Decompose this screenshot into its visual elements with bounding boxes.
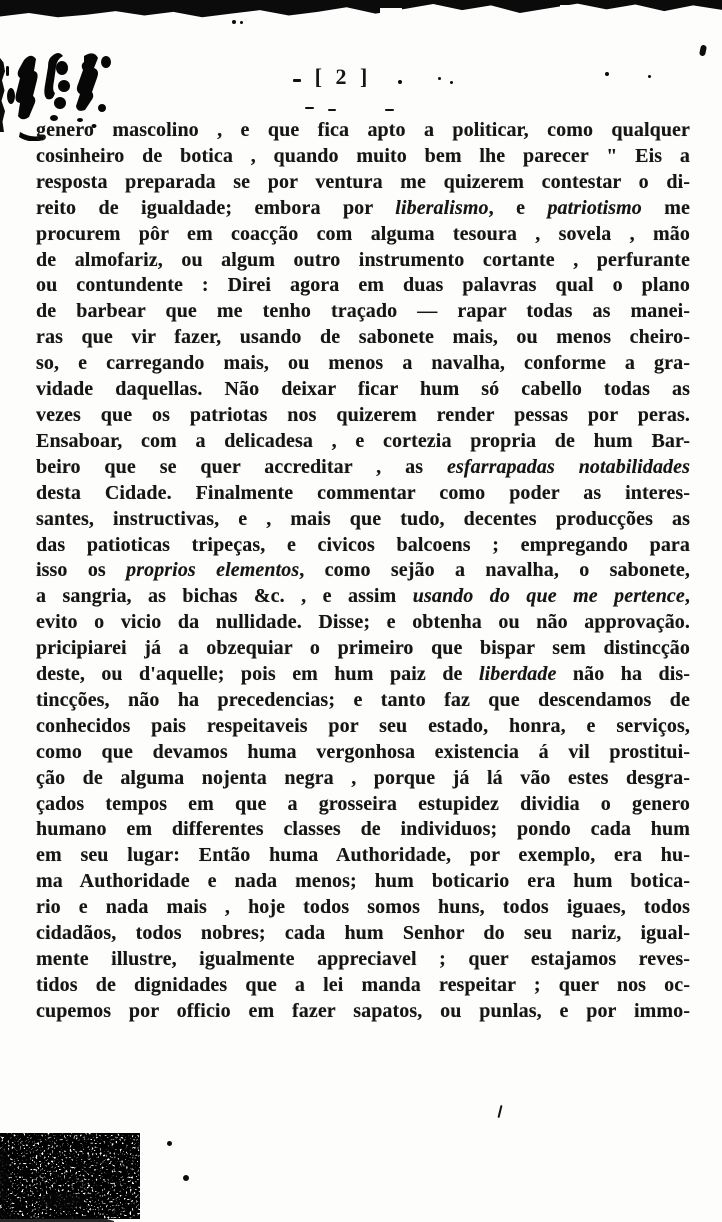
text-line: çados tempos em que a grosseira estupidez dividia o genero [36,792,690,815]
text-line: ou contundente : Direi agora em duas palavras qual o plano [36,274,690,297]
text-line: pricipiarei já a obzequiar o primeiro que bispar sem distincção [36,637,690,660]
ink-speck [648,75,651,78]
ink-speck [293,79,301,82]
ink-speck [385,109,394,111]
scan-edge-band [0,0,722,18]
text-line: cosinheiro de botica , quando muito bem lhe parecer " Eis a [36,144,690,167]
text-line: ma Authoridade e nada menos; hum boticario era hum botica- [36,870,690,893]
ink-speck [328,109,336,111]
text-line: reito de igualdade; embora por liberalismo, e patriotismo me [36,196,691,219]
text-line: de barbear que me tenho traçado — rapar todas as manei- [36,300,690,323]
text-line: de almofariz, ou algum outro instrumento cortante , perfurante [36,248,690,271]
text-line: rio e nada mais , hoje todos somos huns, todos iguaes, todos [36,896,690,919]
text-line: Ensaboar, com a delicadesa , e cortezia propria de hum Bar- [36,429,690,452]
text-line: resposta preparada se por ventura me quizerem contestar o di- [36,170,690,193]
text-line: beiro que se quer accreditar , as esfarrapadas notabilidades [36,455,691,478]
page-number: [ 2 ] [314,64,372,89]
text-line: tidos de dignidades que a lei manda respeitar ; quer nos oc- [36,973,690,996]
ink-speck [497,1105,502,1118]
text-line: vidade daquellas. Não deixar ficar hum só cabello todas as [36,378,690,401]
ink-speck [699,44,707,56]
text-line: como que devamos huma vergonhosa existencia á vil prostitui- [36,740,690,763]
scan-edge-gap [380,8,402,16]
text-line: conhecidos pais respeitaveis por seu estado, honra, e serviços, [36,714,690,737]
text-line: deste, ou d'aquelle; pois em hum paiz de liberdade não ha dis- [36,663,690,686]
text-line: cidadãos, todos nobres; cada hum Senhor do seu nariz, igual- [36,922,690,945]
text-line: em seu lugar: Então huma Authoridade, por exemplo, era hu- [36,844,690,867]
text-line: tincções, não ha precedencias; e tanto faz que descendamos de [36,688,690,711]
text-line: so, e carregando mais, ou menos a navalha, conforme a gra- [36,352,690,375]
text-line: ção de alguma nojenta negra , porque já lá vão estes desgra- [36,766,690,789]
ink-speck [305,107,314,109]
text-line: a sangria, as bichas &c. , e assim usando do que me pertence, [36,585,690,608]
text-line: ras que vir fazer, usando de sabonete mais, ou menos cheiro- [36,326,690,349]
scan-edge-gap [625,7,639,15]
body-text [36,118,690,1025]
text-line: cupemos por officio em fazer sapatos, ou punlas, e por immo- [36,999,690,1022]
text-line: isso os proprios elementos, como sejão a navalha, o sabonete, [36,559,690,582]
ink-speck [438,77,441,80]
text-line: desta Cidade. Finalmente commentar como poder as interes- [36,481,690,504]
scan-edge-gap [560,5,580,15]
ink-speck [240,21,243,24]
bleed-through-texture [0,1133,140,1222]
ink-speck [398,80,402,84]
text-line: vezes que os patriotas nos quizerem render pessas por peras. [36,403,690,426]
text-line: santes, instructivas, e , mais que tudo, decentes producções as [36,507,690,530]
ink-speck [183,1175,189,1181]
ink-speck [450,81,453,84]
text-line: humano em differentes classes de individuos; pondo cada hum [36,818,690,841]
ink-speck [167,1141,172,1146]
ink-speck [232,20,236,24]
text-line: procurem pôr em coacção com alguma tesoura , sovela , mão [36,222,690,245]
text-line: evito o vicio da nullidade. Disse; e obtenha ou não approvação. [36,611,690,634]
text-line: das patioticas tripeças, e civicos balcoens ; empregando para [36,533,690,556]
text-line: genero mascolino , e que fica apto a politicar, como qualquer [36,119,690,141]
text-line: mente illustre, igualmente appreciavel ; quer estajamos reves- [36,948,690,970]
ink-speck [605,72,609,76]
